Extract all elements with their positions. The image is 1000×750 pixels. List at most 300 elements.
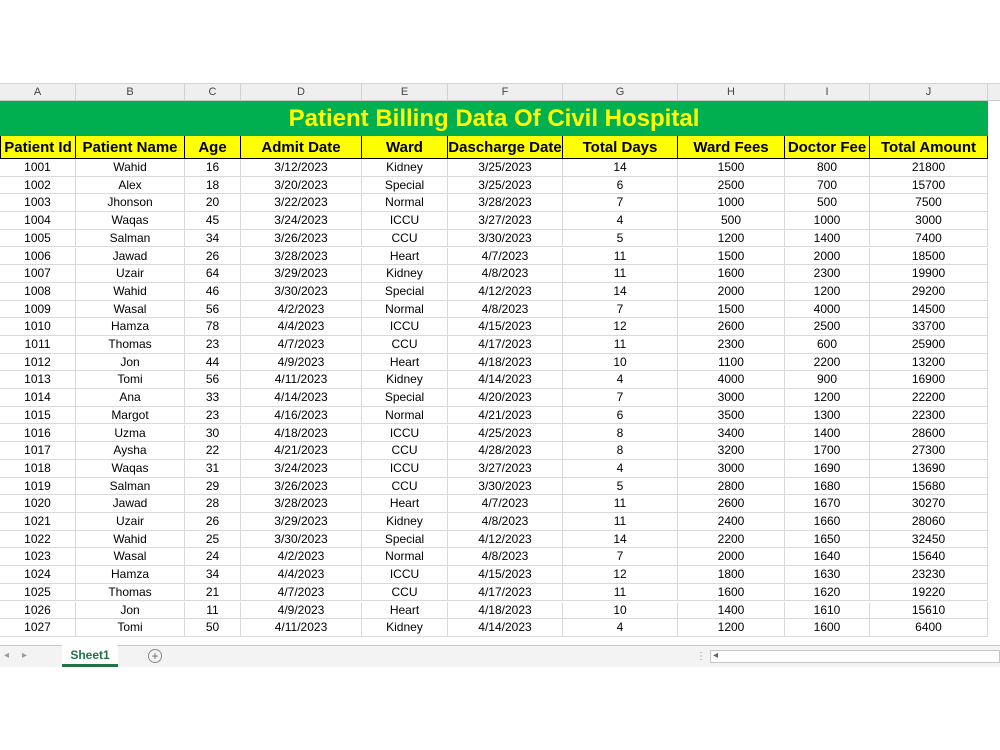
cell-doctor-fee[interactable]: 1610 <box>785 602 870 620</box>
cell-age[interactable]: 28 <box>185 495 241 513</box>
cell-total-amount[interactable]: 15610 <box>870 602 988 620</box>
cell-age[interactable]: 29 <box>185 478 241 496</box>
cell-dascharge-date[interactable]: 4/7/2023 <box>448 495 563 513</box>
cell-ward-fees[interactable]: 1500 <box>678 159 785 177</box>
column-header-a[interactable]: A <box>0 84 76 101</box>
cell-ward[interactable]: CCU <box>362 230 448 248</box>
cell-patient-name[interactable]: Uzair <box>76 513 185 531</box>
cell-total-amount[interactable]: 32450 <box>870 531 988 549</box>
cell-patient-id[interactable]: 1020 <box>0 495 76 513</box>
cell-patient-id[interactable]: 1006 <box>0 248 76 266</box>
cell-ward-fees[interactable]: 1100 <box>678 354 785 372</box>
cell-total-days[interactable]: 5 <box>563 230 678 248</box>
cell-ward-fees[interactable]: 4000 <box>678 371 785 389</box>
cell-total-amount[interactable]: 19900 <box>870 265 988 283</box>
cell-total-days[interactable]: 11 <box>563 248 678 266</box>
cell-doctor-fee[interactable]: 500 <box>785 194 870 212</box>
cell-patient-id[interactable]: 1004 <box>0 212 76 230</box>
cell-ward-fees[interactable]: 2500 <box>678 177 785 195</box>
tab-scroll-right-icon[interactable]: ▸ <box>22 650 28 661</box>
cell-patient-name[interactable]: Wasal <box>76 548 185 566</box>
cell-ward-fees[interactable]: 1600 <box>678 584 785 602</box>
cell-total-days[interactable]: 12 <box>563 318 678 336</box>
cell-dascharge-date[interactable]: 3/28/2023 <box>448 194 563 212</box>
column-header-g[interactable]: G <box>563 84 678 101</box>
cell-total-amount[interactable]: 29200 <box>870 283 988 301</box>
cell-patient-id[interactable]: 1021 <box>0 513 76 531</box>
split-handle-icon[interactable]: ⋮ <box>696 651 706 662</box>
cell-age[interactable]: 34 <box>185 230 241 248</box>
cell-doctor-fee[interactable]: 700 <box>785 177 870 195</box>
cell-total-days[interactable]: 14 <box>563 283 678 301</box>
cell-total-days[interactable]: 11 <box>563 584 678 602</box>
cell-patient-id[interactable]: 1014 <box>0 389 76 407</box>
cell-admit-date[interactable]: 4/9/2023 <box>241 602 362 620</box>
cell-patient-id[interactable]: 1023 <box>0 548 76 566</box>
cell-patient-name[interactable]: Jawad <box>76 248 185 266</box>
column-header-i[interactable]: I <box>785 84 870 101</box>
cell-doctor-fee[interactable]: 1400 <box>785 425 870 443</box>
cell-age[interactable]: 23 <box>185 336 241 354</box>
cell-patient-name[interactable]: Wahid <box>76 283 185 301</box>
column-header-h[interactable]: H <box>678 84 785 101</box>
cell-total-amount[interactable]: 6400 <box>870 619 988 637</box>
cell-admit-date[interactable]: 4/4/2023 <box>241 566 362 584</box>
cell-ward[interactable]: ICCU <box>362 460 448 478</box>
cell-admit-date[interactable]: 4/11/2023 <box>241 371 362 389</box>
cell-dascharge-date[interactable]: 4/18/2023 <box>448 354 563 372</box>
cell-admit-date[interactable]: 4/7/2023 <box>241 336 362 354</box>
cell-doctor-fee[interactable]: 1640 <box>785 548 870 566</box>
cell-total-days[interactable]: 14 <box>563 159 678 177</box>
cell-doctor-fee[interactable]: 1630 <box>785 566 870 584</box>
cell-dascharge-date[interactable]: 4/17/2023 <box>448 584 563 602</box>
cell-total-days[interactable]: 7 <box>563 194 678 212</box>
cell-age[interactable]: 24 <box>185 548 241 566</box>
cell-patient-name[interactable]: Aysha <box>76 442 185 460</box>
cell-ward[interactable]: Kidney <box>362 513 448 531</box>
table-row <box>0 425 988 443</box>
cell-patient-id[interactable]: 1007 <box>0 265 76 283</box>
cell-ward[interactable]: ICCU <box>362 212 448 230</box>
cell-age[interactable]: 25 <box>185 531 241 549</box>
cell-ward-fees[interactable]: 1800 <box>678 566 785 584</box>
column-header-f[interactable]: F <box>448 84 563 101</box>
header-cell-total-days[interactable]: Total Days <box>563 136 678 159</box>
cell-ward[interactable]: Kidney <box>362 371 448 389</box>
cell-admit-date[interactable]: 3/28/2023 <box>241 248 362 266</box>
cell-dascharge-date[interactable]: 4/25/2023 <box>448 425 563 443</box>
cell-patient-id[interactable]: 1010 <box>0 318 76 336</box>
tab-scroll-left-icon[interactable]: ◂ <box>4 650 10 661</box>
cell-admit-date[interactable]: 4/11/2023 <box>241 619 362 637</box>
cell-ward[interactable]: Kidney <box>362 265 448 283</box>
cell-admit-date[interactable]: 4/16/2023 <box>241 407 362 425</box>
cell-ward[interactable]: CCU <box>362 442 448 460</box>
cell-age[interactable]: 64 <box>185 265 241 283</box>
cell-age[interactable]: 44 <box>185 354 241 372</box>
cell-dascharge-date[interactable]: 4/15/2023 <box>448 318 563 336</box>
cell-doctor-fee[interactable]: 1690 <box>785 460 870 478</box>
cell-age[interactable]: 50 <box>185 619 241 637</box>
cell-dascharge-date[interactable]: 4/18/2023 <box>448 602 563 620</box>
cell-dascharge-date[interactable]: 4/8/2023 <box>448 513 563 531</box>
cell-doctor-fee[interactable]: 1000 <box>785 212 870 230</box>
cell-ward[interactable]: ICCU <box>362 425 448 443</box>
cell-total-days[interactable]: 5 <box>563 478 678 496</box>
cell-total-amount[interactable]: 3000 <box>870 212 988 230</box>
cell-total-days[interactable]: 7 <box>563 548 678 566</box>
cell-patient-name[interactable]: Hamza <box>76 566 185 584</box>
cell-total-days[interactable]: 11 <box>563 265 678 283</box>
cell-admit-date[interactable]: 3/29/2023 <box>241 513 362 531</box>
cell-patient-id[interactable]: 1011 <box>0 336 76 354</box>
cell-total-days[interactable]: 11 <box>563 513 678 531</box>
header-cell-patient-name[interactable]: Patient Name <box>76 136 185 159</box>
cell-age[interactable]: 31 <box>185 460 241 478</box>
cell-ward[interactable]: Heart <box>362 602 448 620</box>
cell-dascharge-date[interactable]: 4/21/2023 <box>448 407 563 425</box>
cell-admit-date[interactable]: 4/21/2023 <box>241 442 362 460</box>
cell-ward-fees[interactable]: 2600 <box>678 495 785 513</box>
cell-admit-date[interactable]: 3/24/2023 <box>241 212 362 230</box>
cell-patient-name[interactable]: Wahid <box>76 159 185 177</box>
cell-patient-name[interactable]: Salman <box>76 230 185 248</box>
cell-age[interactable]: 22 <box>185 442 241 460</box>
cell-patient-name[interactable]: Waqas <box>76 460 185 478</box>
cell-patient-name[interactable]: Jawad <box>76 495 185 513</box>
cell-age[interactable]: 16 <box>185 159 241 177</box>
merged-title-cell[interactable] <box>0 101 988 136</box>
cell-ward-fees[interactable]: 1200 <box>678 619 785 637</box>
cell-doctor-fee[interactable]: 1660 <box>785 513 870 531</box>
cell-patient-name[interactable]: Tomi <box>76 371 185 389</box>
cell-age[interactable]: 33 <box>185 389 241 407</box>
cell-admit-date[interactable]: 4/14/2023 <box>241 389 362 407</box>
cell-patient-id[interactable]: 1002 <box>0 177 76 195</box>
cell-patient-name[interactable]: Wasal <box>76 301 185 319</box>
cell-doctor-fee[interactable]: 1650 <box>785 531 870 549</box>
cell-ward-fees[interactable]: 1200 <box>678 230 785 248</box>
cell-age[interactable]: 46 <box>185 283 241 301</box>
cell-total-amount[interactable]: 14500 <box>870 301 988 319</box>
cell-ward-fees[interactable]: 1400 <box>678 602 785 620</box>
cell-patient-name[interactable]: Tomi <box>76 619 185 637</box>
cell-total-amount[interactable]: 18500 <box>870 248 988 266</box>
cell-admit-date[interactable]: 3/24/2023 <box>241 460 362 478</box>
cell-dascharge-date[interactable]: 4/14/2023 <box>448 619 563 637</box>
cell-dascharge-date[interactable]: 4/14/2023 <box>448 371 563 389</box>
cell-ward-fees[interactable]: 2000 <box>678 283 785 301</box>
cell-ward[interactable]: Special <box>362 389 448 407</box>
header-cell-age[interactable]: Age <box>185 136 241 159</box>
cell-doctor-fee[interactable]: 4000 <box>785 301 870 319</box>
cell-total-amount[interactable]: 25900 <box>870 336 988 354</box>
cell-admit-date[interactable]: 3/30/2023 <box>241 283 362 301</box>
cell-doctor-fee[interactable]: 900 <box>785 371 870 389</box>
cell-admit-date[interactable]: 3/12/2023 <box>241 159 362 177</box>
cell-ward[interactable]: CCU <box>362 478 448 496</box>
cell-total-amount[interactable]: 15680 <box>870 478 988 496</box>
cell-patient-id[interactable]: 1026 <box>0 602 76 620</box>
cell-patient-id[interactable]: 1015 <box>0 407 76 425</box>
cell-ward-fees[interactable]: 2800 <box>678 478 785 496</box>
cell-patient-id[interactable]: 1003 <box>0 194 76 212</box>
column-header-j[interactable]: J <box>870 84 988 101</box>
cell-total-amount[interactable]: 16900 <box>870 371 988 389</box>
cell-patient-name[interactable]: Ana <box>76 389 185 407</box>
cell-ward-fees[interactable]: 2000 <box>678 548 785 566</box>
cell-admit-date[interactable]: 3/26/2023 <box>241 478 362 496</box>
cell-total-amount[interactable]: 27300 <box>870 442 988 460</box>
cell-ward[interactable]: Normal <box>362 194 448 212</box>
cell-total-days[interactable]: 7 <box>563 389 678 407</box>
cell-ward-fees[interactable]: 500 <box>678 212 785 230</box>
header-cell-total-amount[interactable]: Total Amount <box>870 136 988 159</box>
cell-ward[interactable]: Normal <box>362 301 448 319</box>
cell-doctor-fee[interactable]: 600 <box>785 336 870 354</box>
cell-ward[interactable]: Special <box>362 177 448 195</box>
cell-dascharge-date[interactable]: 3/30/2023 <box>448 230 563 248</box>
cell-patient-id[interactable]: 1008 <box>0 283 76 301</box>
header-cell-ward-fees[interactable]: Ward Fees <box>678 136 785 159</box>
cell-ward-fees[interactable]: 3000 <box>678 460 785 478</box>
cell-age[interactable]: 20 <box>185 194 241 212</box>
cell-total-days[interactable]: 4 <box>563 371 678 389</box>
cell-total-days[interactable]: 10 <box>563 354 678 372</box>
cell-doctor-fee[interactable]: 1680 <box>785 478 870 496</box>
cell-total-days[interactable]: 14 <box>563 531 678 549</box>
cell-admit-date[interactable]: 3/28/2023 <box>241 495 362 513</box>
cell-ward[interactable]: Normal <box>362 548 448 566</box>
cell-dascharge-date[interactable]: 3/25/2023 <box>448 177 563 195</box>
cell-doctor-fee[interactable]: 2300 <box>785 265 870 283</box>
cell-total-days[interactable]: 4 <box>563 460 678 478</box>
cell-admit-date[interactable]: 3/20/2023 <box>241 177 362 195</box>
cell-total-days[interactable]: 4 <box>563 619 678 637</box>
cell-ward-fees[interactable]: 2600 <box>678 318 785 336</box>
cell-age[interactable]: 26 <box>185 513 241 531</box>
cell-total-amount[interactable]: 19220 <box>870 584 988 602</box>
cell-age[interactable]: 45 <box>185 212 241 230</box>
cell-ward-fees[interactable]: 1000 <box>678 194 785 212</box>
cell-dascharge-date[interactable]: 4/17/2023 <box>448 336 563 354</box>
sheet-tab-sheet1[interactable] <box>62 645 118 667</box>
cell-admit-date[interactable]: 3/26/2023 <box>241 230 362 248</box>
cell-dascharge-date[interactable]: 4/12/2023 <box>448 531 563 549</box>
cell-age[interactable]: 30 <box>185 425 241 443</box>
cell-admit-date[interactable]: 4/2/2023 <box>241 548 362 566</box>
cell-dascharge-date[interactable]: 3/27/2023 <box>448 460 563 478</box>
cell-patient-name[interactable]: Jon <box>76 354 185 372</box>
cell-admit-date[interactable]: 3/29/2023 <box>241 265 362 283</box>
cell-total-amount[interactable]: 22200 <box>870 389 988 407</box>
cell-ward-fees[interactable]: 1600 <box>678 265 785 283</box>
cell-dascharge-date[interactable]: 3/25/2023 <box>448 159 563 177</box>
cell-total-days[interactable]: 8 <box>563 425 678 443</box>
cell-age[interactable]: 11 <box>185 602 241 620</box>
cell-dascharge-date[interactable]: 4/8/2023 <box>448 301 563 319</box>
cell-ward-fees[interactable]: 1500 <box>678 248 785 266</box>
cell-dascharge-date[interactable]: 4/20/2023 <box>448 389 563 407</box>
cell-age[interactable]: 78 <box>185 318 241 336</box>
header-cell-dascharge-date[interactable]: Dascharge Date <box>448 136 563 159</box>
cell-dascharge-date[interactable]: 4/28/2023 <box>448 442 563 460</box>
spreadsheet-grid[interactable] <box>0 83 1000 648</box>
cell-dascharge-date[interactable]: 4/8/2023 <box>448 265 563 283</box>
cell-dascharge-date[interactable]: 4/7/2023 <box>448 248 563 266</box>
scroll-left-icon[interactable]: ◂ <box>713 650 719 661</box>
cell-total-amount[interactable]: 15640 <box>870 548 988 566</box>
cell-patient-id[interactable]: 1019 <box>0 478 76 496</box>
cell-patient-id[interactable]: 1025 <box>0 584 76 602</box>
cell-total-days[interactable]: 11 <box>563 336 678 354</box>
cell-age[interactable]: 21 <box>185 584 241 602</box>
cell-ward[interactable]: ICCU <box>362 318 448 336</box>
cell-patient-id[interactable]: 1001 <box>0 159 76 177</box>
cell-ward-fees[interactable]: 3200 <box>678 442 785 460</box>
cell-doctor-fee[interactable]: 1200 <box>785 283 870 301</box>
cell-patient-id[interactable]: 1018 <box>0 460 76 478</box>
cell-age[interactable]: 34 <box>185 566 241 584</box>
cell-doctor-fee[interactable]: 2000 <box>785 248 870 266</box>
cell-ward[interactable]: Normal <box>362 407 448 425</box>
cell-ward[interactable]: CCU <box>362 336 448 354</box>
cell-doctor-fee[interactable]: 1700 <box>785 442 870 460</box>
cell-total-amount[interactable]: 23230 <box>870 566 988 584</box>
column-header-b[interactable]: B <box>76 84 185 101</box>
cell-patient-id[interactable]: 1017 <box>0 442 76 460</box>
cell-admit-date[interactable]: 4/9/2023 <box>241 354 362 372</box>
cell-patient-name[interactable]: Thomas <box>76 336 185 354</box>
cell-doctor-fee[interactable]: 2200 <box>785 354 870 372</box>
cell-patient-name[interactable]: Alex <box>76 177 185 195</box>
cell-total-amount[interactable]: 33700 <box>870 318 988 336</box>
cell-doctor-fee[interactable]: 2500 <box>785 318 870 336</box>
cell-ward-fees[interactable]: 3400 <box>678 425 785 443</box>
cell-age[interactable]: 56 <box>185 371 241 389</box>
cell-total-days[interactable]: 10 <box>563 602 678 620</box>
cell-dascharge-date[interactable]: 4/15/2023 <box>448 566 563 584</box>
cell-ward-fees[interactable]: 1500 <box>678 301 785 319</box>
cell-age[interactable]: 18 <box>185 177 241 195</box>
cell-total-amount[interactable]: 28600 <box>870 425 988 443</box>
cell-ward-fees[interactable]: 3500 <box>678 407 785 425</box>
cell-total-amount[interactable]: 7400 <box>870 230 988 248</box>
cell-doctor-fee[interactable]: 1400 <box>785 230 870 248</box>
cell-doctor-fee[interactable]: 1600 <box>785 619 870 637</box>
cell-total-days[interactable]: 6 <box>563 177 678 195</box>
header-cell-patient-id[interactable]: Patient Id <box>0 136 76 159</box>
cell-admit-date[interactable]: 4/18/2023 <box>241 425 362 443</box>
cell-patient-id[interactable]: 1027 <box>0 619 76 637</box>
cell-patient-id[interactable]: 1022 <box>0 531 76 549</box>
cell-patient-id[interactable]: 1016 <box>0 425 76 443</box>
cell-total-amount[interactable]: 22300 <box>870 407 988 425</box>
cell-ward-fees[interactable]: 3000 <box>678 389 785 407</box>
cell-ward[interactable]: CCU <box>362 584 448 602</box>
cell-doctor-fee[interactable]: 1300 <box>785 407 870 425</box>
cell-patient-name[interactable]: Wahid <box>76 531 185 549</box>
cell-total-days[interactable]: 12 <box>563 566 678 584</box>
cell-total-amount[interactable]: 13200 <box>870 354 988 372</box>
cell-admit-date[interactable]: 3/22/2023 <box>241 194 362 212</box>
cell-patient-name[interactable]: Margot <box>76 407 185 425</box>
cell-patient-id[interactable]: 1005 <box>0 230 76 248</box>
cell-dascharge-date[interactable]: 4/8/2023 <box>448 548 563 566</box>
cell-patient-name[interactable]: Hamza <box>76 318 185 336</box>
cell-ward[interactable]: ICCU <box>362 566 448 584</box>
cell-total-days[interactable]: 4 <box>563 212 678 230</box>
cell-dascharge-date[interactable]: 3/30/2023 <box>448 478 563 496</box>
cell-ward[interactable]: Heart <box>362 354 448 372</box>
cell-ward[interactable]: Heart <box>362 495 448 513</box>
cell-total-amount[interactable]: 15700 <box>870 177 988 195</box>
cell-doctor-fee[interactable]: 1200 <box>785 389 870 407</box>
cell-dascharge-date[interactable]: 4/12/2023 <box>448 283 563 301</box>
cell-ward[interactable]: Kidney <box>362 159 448 177</box>
cell-total-amount[interactable]: 21800 <box>870 159 988 177</box>
cell-patient-name[interactable]: Thomas <box>76 584 185 602</box>
cell-patient-id[interactable]: 1012 <box>0 354 76 372</box>
cell-total-amount[interactable]: 30270 <box>870 495 988 513</box>
column-header-e[interactable]: E <box>362 84 448 101</box>
cell-ward[interactable]: Special <box>362 531 448 549</box>
cell-doctor-fee[interactable]: 800 <box>785 159 870 177</box>
cell-doctor-fee[interactable]: 1670 <box>785 495 870 513</box>
cell-ward-fees[interactable]: 2400 <box>678 513 785 531</box>
column-header-c[interactable]: C <box>185 84 241 101</box>
cell-total-days[interactable]: 11 <box>563 495 678 513</box>
cell-total-amount[interactable]: 28060 <box>870 513 988 531</box>
cell-admit-date[interactable]: 3/30/2023 <box>241 531 362 549</box>
cell-age[interactable]: 23 <box>185 407 241 425</box>
cell-total-days[interactable]: 6 <box>563 407 678 425</box>
cell-ward[interactable]: Kidney <box>362 619 448 637</box>
header-cell-doctor-fee[interactable]: Doctor Fee <box>785 136 870 159</box>
cell-age[interactable]: 56 <box>185 301 241 319</box>
cell-ward-fees[interactable]: 2300 <box>678 336 785 354</box>
horizontal-scrollbar[interactable] <box>710 650 1000 663</box>
cell-patient-id[interactable]: 1013 <box>0 371 76 389</box>
add-sheet-icon[interactable]: + <box>148 649 162 663</box>
cell-patient-id[interactable]: 1024 <box>0 566 76 584</box>
cell-doctor-fee[interactable]: 1620 <box>785 584 870 602</box>
header-cell-admit-date[interactable]: Admit Date <box>241 136 362 159</box>
cell-total-amount[interactable]: 13690 <box>870 460 988 478</box>
cell-patient-name[interactable]: Jhonson <box>76 194 185 212</box>
cell-total-days[interactable]: 7 <box>563 301 678 319</box>
cell-admit-date[interactable]: 4/7/2023 <box>241 584 362 602</box>
cell-patient-id[interactable]: 1009 <box>0 301 76 319</box>
cell-age[interactable]: 26 <box>185 248 241 266</box>
cell-ward[interactable]: Special <box>362 283 448 301</box>
cell-admit-date[interactable]: 4/4/2023 <box>241 318 362 336</box>
cell-admit-date[interactable]: 4/2/2023 <box>241 301 362 319</box>
cell-patient-name[interactable]: Salman <box>76 478 185 496</box>
cell-dascharge-date[interactable]: 3/27/2023 <box>448 212 563 230</box>
column-header-d[interactable]: D <box>241 84 362 101</box>
cell-patient-name[interactable]: Uzair <box>76 265 185 283</box>
cell-patient-name[interactable]: Jon <box>76 602 185 620</box>
cell-ward[interactable]: Heart <box>362 248 448 266</box>
cell-patient-name[interactable]: Uzma <box>76 425 185 443</box>
cell-patient-name[interactable]: Waqas <box>76 212 185 230</box>
header-cell-ward[interactable]: Ward <box>362 136 448 159</box>
cell-total-days[interactable]: 8 <box>563 442 678 460</box>
cell-total-amount[interactable]: 7500 <box>870 194 988 212</box>
cell-ward-fees[interactable]: 2200 <box>678 531 785 549</box>
